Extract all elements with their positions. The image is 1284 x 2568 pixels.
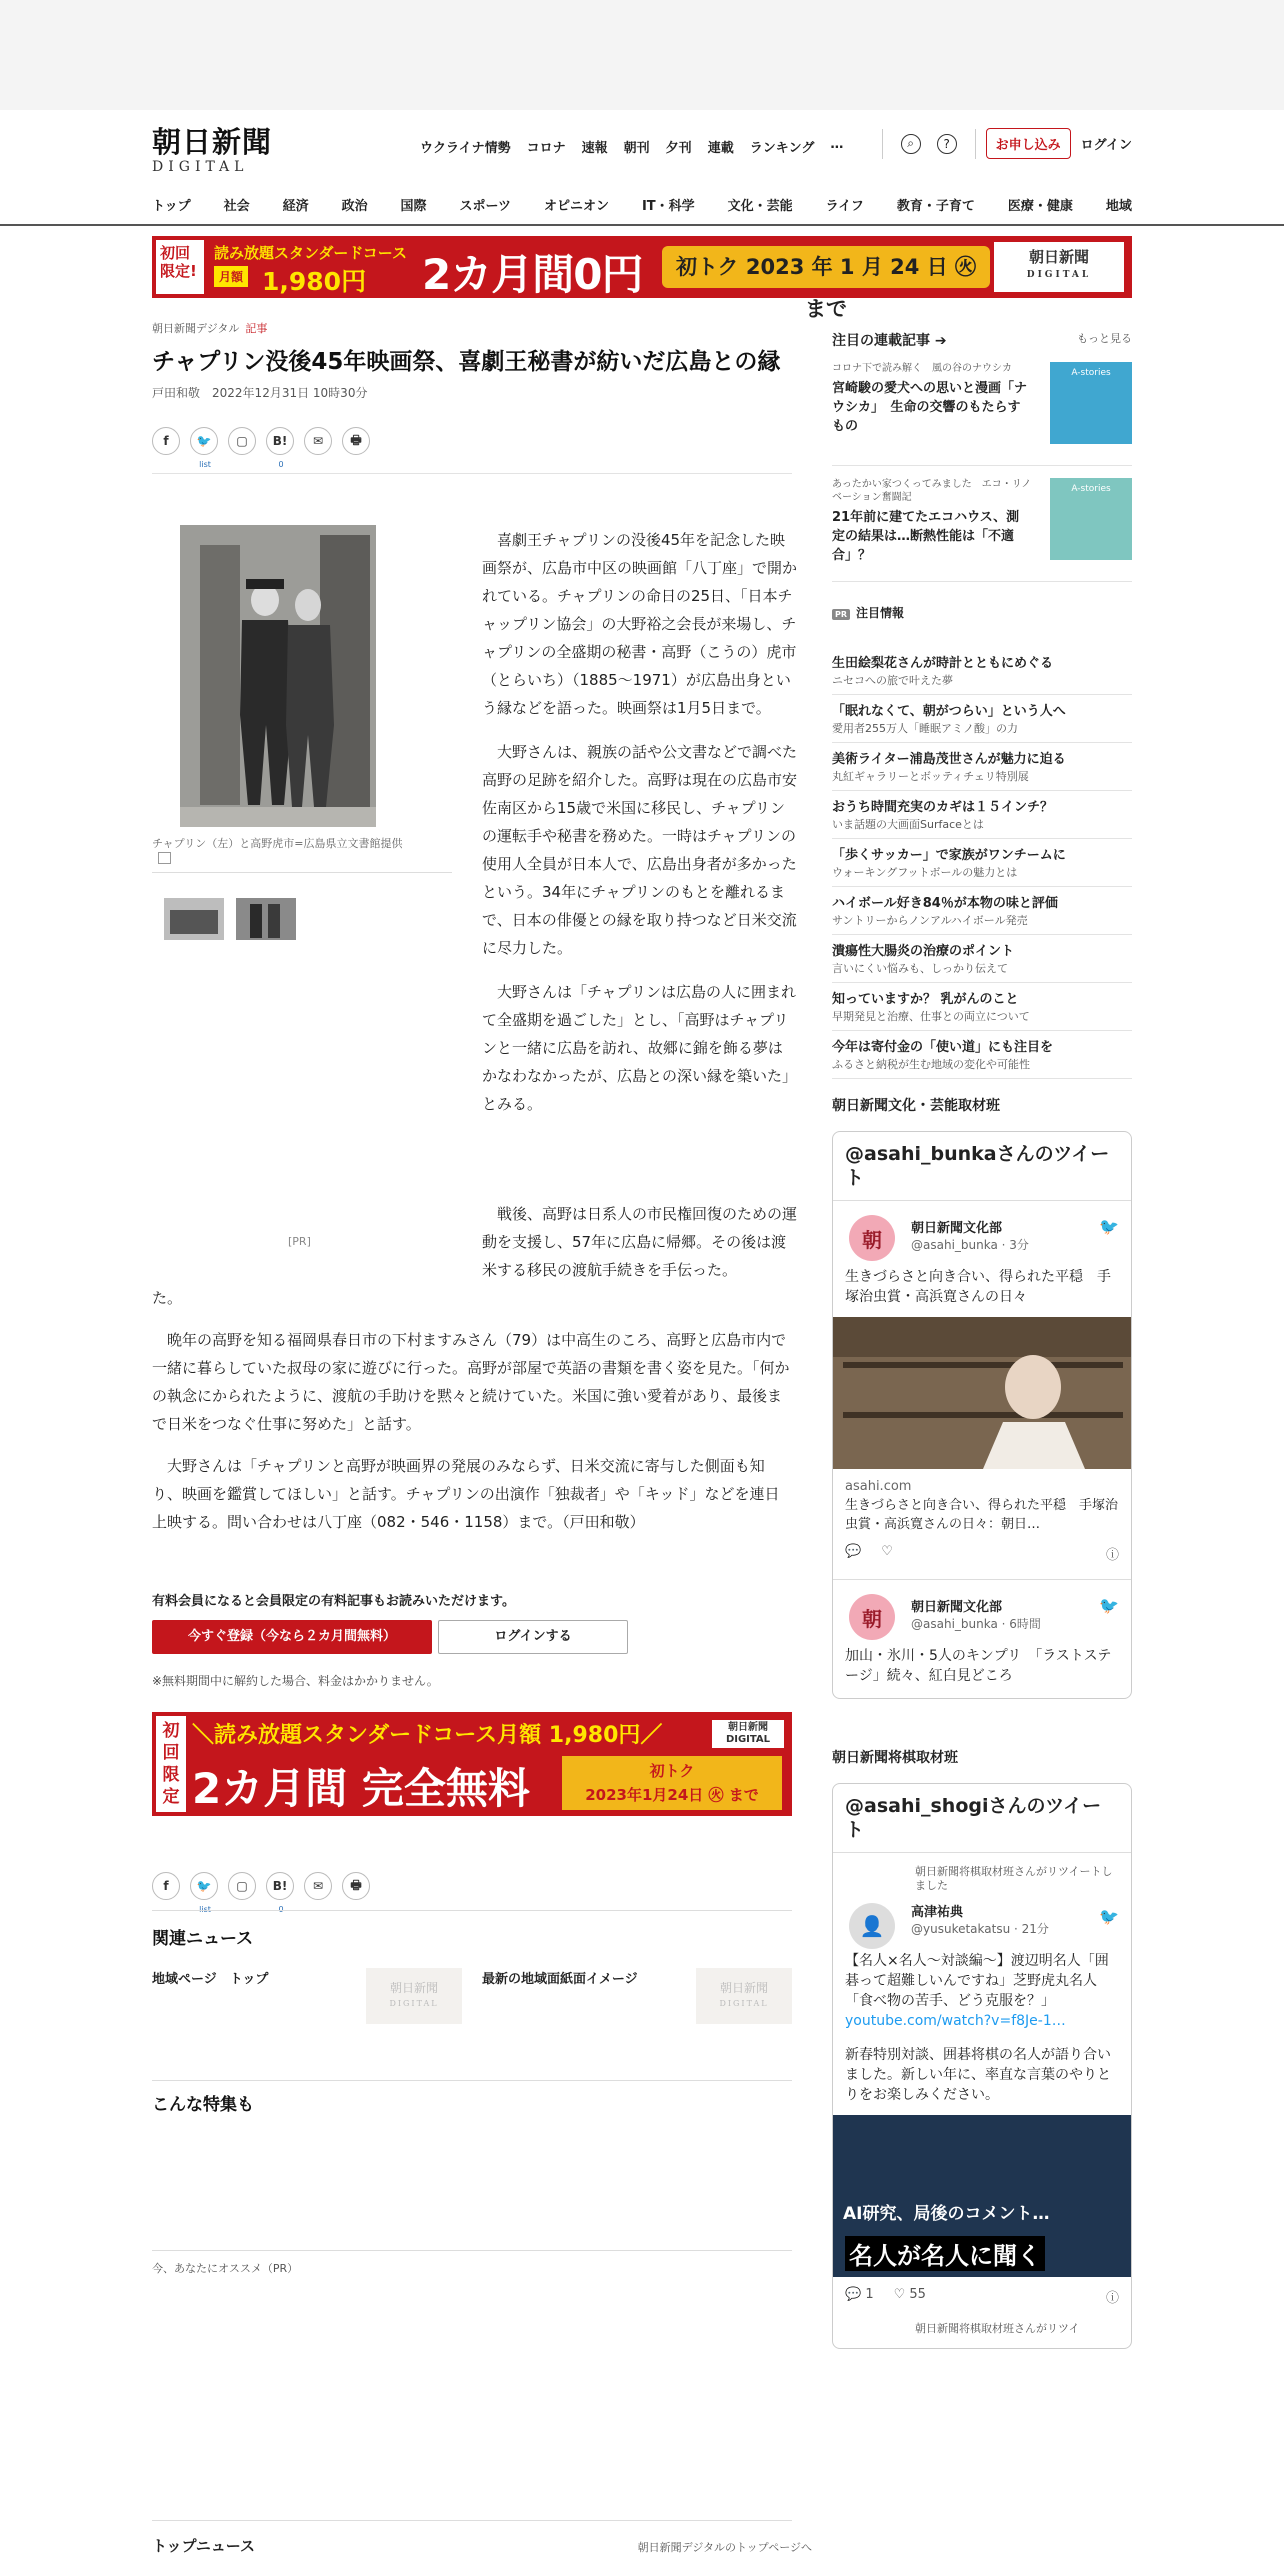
- login-link[interactable]: ログイン: [1080, 138, 1132, 153]
- pick-item[interactable]: 生田絵梨花さんが時計とともにめぐる ニセコへの旅で叶えた夢: [832, 647, 1132, 695]
- divider: [152, 2250, 792, 2251]
- header-tools: [872, 128, 1132, 159]
- top-nav: [420, 137, 859, 156]
- cat-international[interactable]: 国際: [400, 198, 427, 214]
- cat-it-science[interactable]: IT・科学: [641, 198, 695, 214]
- series-thumbnail: A-stories: [1050, 478, 1132, 560]
- banner-deadline: 初トク 2023年1月24日 ㊋ まで: [562, 1756, 782, 1810]
- photo-caption: チャプリン（左）と高野虎市=広島県立文書館提供: [152, 837, 403, 850]
- reply-icon[interactable]: 💬 1: [845, 2287, 874, 2302]
- series-subtitle: あったかい家つくってみました エコ・リノベーション奮闘記: [832, 479, 1032, 503]
- category-nav: [0, 182, 1284, 226]
- nav-evening[interactable]: 夕刊: [665, 141, 692, 156]
- tweet-actions: [845, 1534, 1119, 1567]
- cat-health[interactable]: 医療・健康: [1007, 198, 1073, 214]
- breadcrumb-article[interactable]: 記事: [245, 322, 268, 335]
- article-paragraph-tail: た。: [152, 1289, 183, 1307]
- article-body-full: [152, 1284, 792, 1550]
- sidebar: [832, 330, 1132, 2349]
- facebook-share-icon[interactable]: f: [152, 1872, 180, 1900]
- pick-list: [832, 647, 1132, 1079]
- tweet-photo[interactable]: [833, 1317, 1131, 1469]
- twitter-timeline-shogi: [832, 1783, 1132, 2349]
- series-heading[interactable]: 注目の連載記事 ➔: [832, 333, 947, 349]
- nav-ranking[interactable]: ランキング: [749, 141, 815, 156]
- recommend-pr-label: 今、あなたにオススメ（PR）: [152, 2262, 299, 2275]
- share-bar: [152, 427, 792, 469]
- print-icon[interactable]: 🖶: [342, 427, 370, 455]
- article-paragraph: 大野さんは「チャプリンと高野が映画界の発展のみならず、日米交流に寄与した側面も知り、映画を鑑賞してほしい」と話す。チャプリンの出演作「独裁者」や「キッド」などを連日上映する。問い合わせは八丁座（082・546・1158）まで。（戸田和敬）: [152, 1457, 780, 1531]
- series-thumbnail: A-stories: [1050, 362, 1132, 444]
- divider: [152, 2520, 792, 2521]
- avatar[interactable]: 👤: [849, 1903, 895, 1949]
- tweet[interactable]: [833, 1579, 1131, 1698]
- site-logo[interactable]: 朝日新聞 DIGITAL: [152, 125, 273, 175]
- photo-thumbnail[interactable]: [164, 898, 224, 940]
- hatena-bookmark-icon[interactable]: B!: [266, 1872, 294, 1900]
- twitter-icon: 🐦: [1099, 1596, 1119, 1615]
- pr-badge: PR: [832, 609, 850, 620]
- top-ad-area: [0, 0, 1284, 110]
- mail-icon[interactable]: ✉: [304, 427, 332, 455]
- article-photo[interactable]: [180, 525, 376, 827]
- timeline-heading[interactable]: @asahi_shogiさんのツイート: [833, 1784, 1131, 1853]
- apply-button[interactable]: お申し込み: [986, 128, 1071, 159]
- link-card[interactable]: asahi.com 生きづらさと向き合い、得られた平穏 手塚治虫賞・高浜寛さんの日々：朝日…: [845, 1479, 1119, 1532]
- tweet-photo[interactable]: [833, 2115, 1131, 2277]
- nav-more-icon[interactable]: …: [830, 137, 844, 152]
- byline: [152, 384, 792, 401]
- divider: [975, 129, 976, 159]
- banner-deadline: 初トク 2023 年 1 月 24 日 ㊋ まで: [662, 246, 990, 288]
- article-paragraph: 喜劇王チャプリンの没後45年を記念した映画祭が、広島市中区の映画館「八丁座」で開かれている。チャプリンの命日の25日、「日本チャップリン協会」の大野裕之会長が来場し、チャプリンの全盛期の秘書・高野（こうの）虎市（とらいち）（1885〜1971）が広島出身という縁などを語った。映画祭は1月5日まで。: [482, 531, 798, 717]
- cat-opinion[interactable]: オピニオン: [543, 198, 609, 214]
- cat-education[interactable]: 教育・子育て: [896, 198, 975, 214]
- banner-first-time-badge: 初回限定: [156, 1716, 186, 1812]
- banner-price: 1,980円: [262, 267, 367, 296]
- tweet-handle: @asahi_bunka · 6時間: [911, 1617, 1041, 1631]
- tweet-author[interactable]: 朝日新聞文化部: [911, 1600, 1003, 1615]
- twitter-share-icon[interactable]: 🐦: [190, 1872, 218, 1900]
- cat-region[interactable]: 地域: [1105, 198, 1132, 214]
- related-item-paper-image[interactable]: 最新の地域面紙面イメージ: [482, 1972, 638, 1987]
- tweet-author[interactable]: 朝日新聞文化部: [911, 1221, 1003, 1236]
- register-button[interactable]: 今すぐ登録（今なら２カ月間無料）: [152, 1620, 432, 1654]
- reply-icon[interactable]: 💬: [845, 1544, 862, 1559]
- facebook-share-icon[interactable]: f: [152, 427, 180, 455]
- tweet[interactable]: [833, 1201, 1131, 1579]
- pick-item[interactable]: 今年は寄付金の「使い道」にも注目を ふるさと納税が生む地域の変化や可能性: [832, 1031, 1132, 1079]
- nav-ukraine[interactable]: ウクライナ情勢: [420, 141, 511, 156]
- article-body-cont: [482, 1200, 798, 1279]
- article-paragraph: 大野さんは「チャプリンは広島の人に囲まれて全盛期を過ごした」とし、「高野はチャプリンと一緒に広島を訪れ、故郷に錦を飾る夢はかなわなかったが、広島との深い縁を築いた」とみる。: [482, 983, 798, 1113]
- banner-logo: 朝日新聞 DIGITAL: [994, 242, 1124, 292]
- mail-icon[interactable]: ✉: [304, 1872, 332, 1900]
- pr-label: [PR]: [288, 1235, 311, 1248]
- pick-item[interactable]: ハイボール好き84％が本物の味と評価 サントリーからノンアルハイボール発売: [832, 887, 1132, 935]
- cat-sports[interactable]: スポーツ: [459, 198, 512, 214]
- banner-logo: 朝日新聞 DIGITAL: [712, 1720, 784, 1748]
- series-item[interactable]: [832, 362, 1132, 466]
- series-header: [832, 330, 1132, 350]
- tweet-text: 加山・氷川・5人のキンプリ 「ラストステージ」続々、紅白見どころ: [845, 1648, 1112, 1684]
- article-paragraph: 晩年の高野を知る福岡県春日市の下村ますみさん（79）は中高生のころ、高野と広島市内で一緒に暮らしていた叔母の家に遊びに行った。高野が部屋で英語の書類を書く姿を見た。「何かの執念にかられたように、渡航の手助けを黙々と続けていた。米国に強い愛着があり、最後まで日米をつなぐ仕事に努めた」と話す。: [152, 1331, 790, 1433]
- series-subtitle: コロナ下で読み解く 風の谷のナウシカ: [832, 363, 1012, 374]
- top-news-heading: トップニュース: [152, 2537, 256, 2555]
- avatar[interactable]: 朝: [849, 1594, 895, 1640]
- clip-icon[interactable]: ▢: [228, 427, 256, 455]
- retweet-note: 朝日新聞将棋取材班さんがリツイートしました: [915, 1865, 1113, 1892]
- pick-item[interactable]: 美術ライター浦島茂世さんが魅力に迫る 丸紅ギャラリーとボッティチェリ特別展: [832, 743, 1132, 791]
- cat-culture[interactable]: 文化・芸能: [727, 198, 793, 214]
- article-main: [152, 320, 812, 2555]
- photo-caption: 名人が名人に聞く: [845, 2236, 1045, 2271]
- twitter-share-icon[interactable]: 🐦 list: [190, 427, 218, 455]
- related-item-image[interactable]: 朝日新聞 DIGITAL: [366, 1968, 462, 2024]
- like-icon[interactable]: ♡ 55: [893, 2287, 926, 2302]
- member-notice: 有料会員になると会員限定の有料記事もお読みいただけます。: [152, 1594, 515, 1609]
- tweet-text: 生きづらさと向き合い、得られた平穏 手塚治虫賞・高浜寛さんの日々: [845, 1269, 1111, 1305]
- share-bar-bottom: [152, 1872, 370, 1900]
- clip-icon[interactable]: ▢: [228, 1872, 256, 1900]
- hatena-bookmark-icon[interactable]: B! 0: [266, 427, 294, 455]
- twitter-timeline-bunka: [832, 1131, 1132, 1699]
- author: 戸田和敬: [152, 386, 201, 400]
- subscription-banner-2[interactable]: [152, 1712, 792, 1816]
- timeline-heading[interactable]: @asahi_bunkaさんのツイート: [833, 1132, 1131, 1201]
- related-item-region-top[interactable]: 地域ページ トップ: [152, 1972, 269, 1987]
- avatar[interactable]: 朝: [849, 1215, 895, 1261]
- breadcrumb-home[interactable]: 朝日新聞デジタル: [152, 322, 240, 335]
- related-item-image[interactable]: 朝日新聞 DIGITAL: [696, 1968, 792, 2024]
- tweet-actions: [845, 2277, 1119, 2310]
- masthead: [152, 110, 1132, 182]
- twitter-icon: 🐦: [1099, 1907, 1119, 1926]
- cat-society[interactable]: 社会: [223, 198, 250, 214]
- help-icon[interactable]: ?: [937, 134, 957, 154]
- tweet-handle: @asahi_bunka · 3分: [911, 1238, 1029, 1252]
- series-item[interactable]: [832, 478, 1132, 582]
- cat-economy[interactable]: 経済: [282, 198, 309, 214]
- publish-date: 2022年12月31日 10時30分: [212, 386, 368, 400]
- banner-first-time-badge: 初回限定!: [156, 240, 204, 294]
- more-link[interactable]: もっと見る: [1077, 332, 1132, 345]
- cat-life[interactable]: ライフ: [825, 198, 864, 214]
- tweet-link[interactable]: youtube.com/watch?v=f8Je-1…: [845, 2013, 1066, 2029]
- divider: [152, 1910, 792, 1911]
- info-icon[interactable]: ⓘ: [1105, 1548, 1119, 1563]
- subscription-banner[interactable]: [152, 236, 1132, 321]
- pick-item[interactable]: 知っていますか？ 乳がんのこと 早期発見と治療、仕事との両立について: [832, 983, 1132, 1031]
- nav-morning[interactable]: 朝刊: [623, 141, 650, 156]
- divider: [882, 129, 883, 159]
- tweet-text: 新春特別対談、囲碁将棋の名人が語り合いました。新しい年に、率直な言葉のやりとりをお楽しみください。: [845, 2047, 1111, 2103]
- free-trial-note: ※無料期間中に解約した場合、料金はかかりません。: [152, 1674, 439, 1688]
- banner-course: ＼読み放題スタンダードコース月額 1,980円／: [192, 1723, 663, 1748]
- login-button[interactable]: ログインする: [438, 1620, 628, 1654]
- series-title: 21年前に建てたエコハウス、測定の結果は…断熱性能は「不適合」？: [832, 510, 1020, 563]
- pick-item[interactable]: 「歩くサッカー」で家族がワンチームに ウォーキングフットボールの魅力とは: [832, 839, 1132, 887]
- banner-free-offer: 2カ月間 完全無料: [192, 1764, 530, 1813]
- banner-monthly-label: 月額: [214, 266, 248, 287]
- photo-gallery-icon[interactable]: [158, 852, 171, 864]
- print-icon[interactable]: 🖶: [342, 1872, 370, 1900]
- cat-top[interactable]: トップ: [152, 198, 191, 214]
- tweet-text: 【名人×名人～対談編～】渡辺明名人「囲碁って超難しいんですね」芝野虎丸名人「食べ物の苦手、どう克服を？」 youtube.com/watch?v=f8Je-1…: [845, 1953, 1109, 2029]
- divider: [152, 2080, 792, 2081]
- search-icon[interactable]: ⌕: [901, 134, 921, 154]
- special-heading: こんな特集も: [152, 2095, 254, 2115]
- series-title: 宮崎駿の愛犬への思いと漫画「ナウシカ」 生命の交響のもたらすもの: [832, 381, 1028, 434]
- tweet-handle: @yusuketakatsu · 21分: [911, 1922, 1049, 1936]
- banner-free-offer: 2カ月間0円: [422, 250, 643, 299]
- banner-course: 読み放題スタンダードコース: [214, 244, 408, 262]
- culture-heading: 朝日新聞文化・芸能取材班: [832, 1098, 1000, 1114]
- photo-subcaption: AI研究、局後のコメント…: [843, 2204, 1050, 2224]
- related-news-heading: 関連ニュース: [152, 1929, 254, 1949]
- like-icon[interactable]: ♡: [881, 1544, 893, 1559]
- photo-thumbnail[interactable]: [236, 898, 296, 940]
- tweet[interactable]: [833, 1853, 1131, 2348]
- twitter-icon: 🐦: [1099, 1217, 1119, 1236]
- article-paragraph: 戦後、高野は日系人の市民権回復のための運動を支援し、57年に広島に帰郷。その後は渡米する移民の渡航手続きを手伝った。: [482, 1205, 798, 1279]
- top-page-link[interactable]: 朝日新聞デジタルのトップページへ: [637, 2541, 812, 2554]
- info-icon[interactable]: ⓘ: [1105, 2291, 1119, 2306]
- tweet-author[interactable]: 高津祐典: [911, 1905, 964, 1920]
- divider: [152, 872, 452, 873]
- divider: [152, 473, 792, 474]
- nav-breaking[interactable]: 速報: [581, 141, 608, 156]
- pick-item[interactable]: おうち時間充実のカギは１５インチ？ いま話題の大画面Surfaceとは: [832, 791, 1132, 839]
- nav-corona[interactable]: コロナ: [526, 141, 566, 156]
- cat-politics[interactable]: 政治: [341, 198, 368, 214]
- pick-item[interactable]: 「眠れなくて、朝がつらい」という人へ 愛用者255万人「睡眠アミノ酸」の力: [832, 695, 1132, 743]
- article-paragraph: 大野さんは、親族の話や公文書などで調べた高野の足跡を紹介した。高野は現在の広島市安佐南区から15歳で米国に移民し、チャプリンの運転手や秘書を務めた。一時はチャプリンの使用人全員が日本人で、広島出身者が多かったという。34年にチャプリンのもとを離れるまで、日本の俳優との縁を取り持つなど日米交流に尽力した。: [482, 743, 798, 957]
- breadcrumb: [152, 320, 792, 336]
- retweet-note: 朝日新聞将棋取材班さんがリツイ: [915, 2322, 1080, 2335]
- pick-item[interactable]: 潰瘍性大腸炎の治療のポイント 言いにくい悩みも、しっかり伝えて: [832, 935, 1132, 983]
- nav-series[interactable]: 連載: [707, 141, 734, 156]
- article-title: チャプリン没後45年映画祭、喜劇王秘書が紡いだ広島との縁: [152, 349, 781, 375]
- article-body: [482, 526, 797, 1134]
- pick-heading: PR 注目情報: [832, 604, 1132, 621]
- top-news-header: [152, 2535, 812, 2556]
- shogi-heading: 朝日新聞将棋取材班: [832, 1750, 958, 1766]
